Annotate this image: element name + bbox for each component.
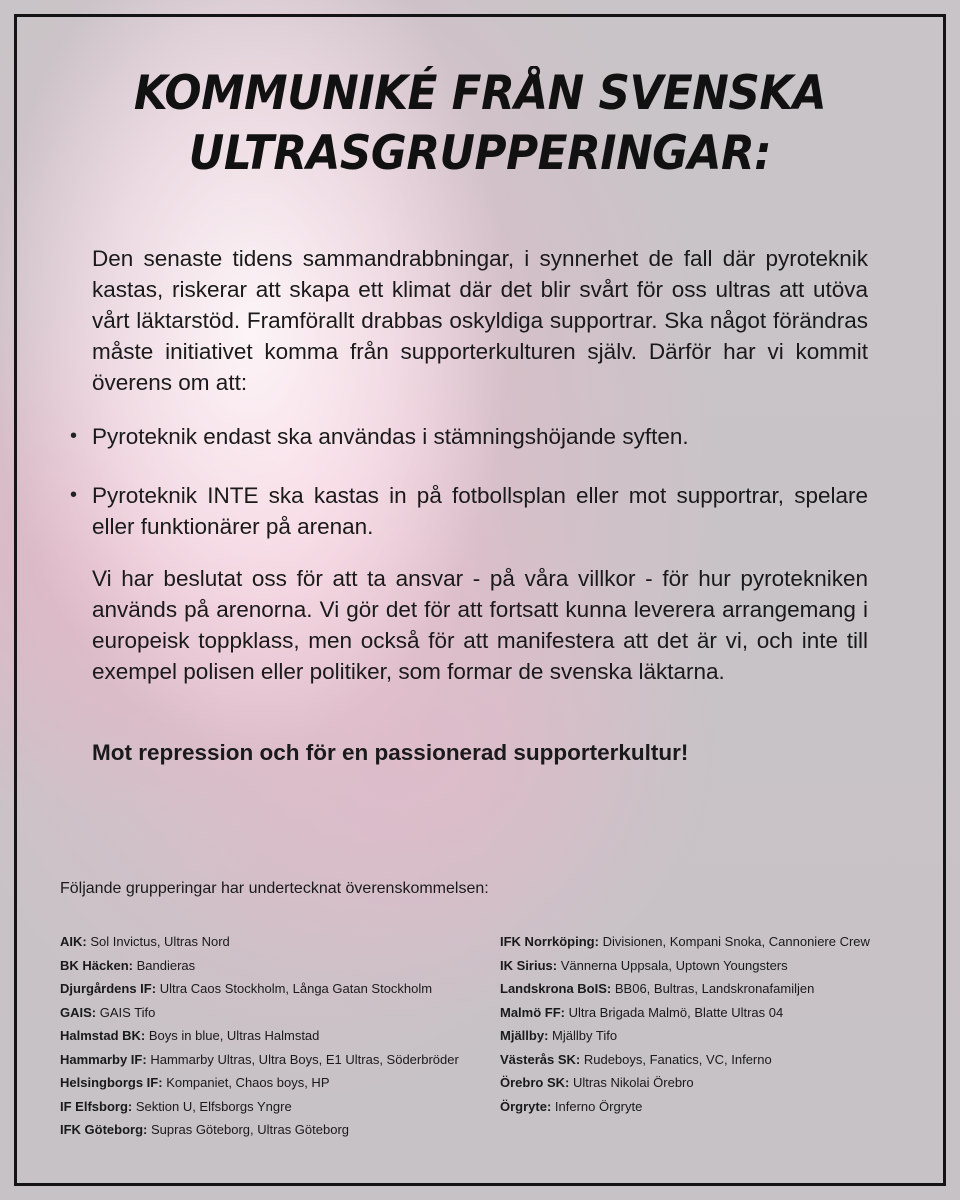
signatories-right-column xyxy=(500,930,940,1118)
signatory-club: Örebro SK: xyxy=(500,1075,570,1090)
signatory-club: IFK Göteborg: xyxy=(60,1122,148,1137)
signatory-groups: Supras Göteborg, Ultras Göteborg xyxy=(151,1122,350,1137)
title-line-2: ULTRASGRUPPERINGAR: xyxy=(188,126,772,181)
signatory-groups: Kompaniet, Chaos boys, HP xyxy=(166,1075,330,1090)
signatory-groups: Sol Invictus, Ultras Nord xyxy=(90,934,230,949)
signatory-row xyxy=(500,1048,940,1072)
signatory-club: Västerås SK: xyxy=(500,1051,581,1067)
signatory-row xyxy=(60,1024,480,1048)
signatories-intro: Följande grupperingar har undertecknat överenskommelsen: xyxy=(60,880,489,897)
signatory-club: BK Häcken: xyxy=(60,957,133,973)
signatory-club: Halmstad BK: xyxy=(60,1028,146,1043)
title-line-1: KOMMUNIKÉ FRÅN SVENSKA xyxy=(133,66,827,121)
signatory-groups: Mjällby Tifo xyxy=(552,1028,618,1043)
signatory-club: Örgryte: xyxy=(500,1098,552,1114)
signatory-groups: Ultra Brigada Malmö, Blatte Ultras 04 xyxy=(568,1004,784,1020)
bullet-item xyxy=(70,421,868,452)
signatory-groups: BB06, Bultras, Landskronafamiljen xyxy=(614,981,815,996)
signatory-groups: GAIS Tifo xyxy=(99,1004,156,1020)
signatory-groups: Rudeboys, Fanatics, VC, Inferno xyxy=(583,1051,772,1067)
signatory-row xyxy=(60,1048,480,1072)
signatory-row xyxy=(500,1095,940,1119)
intro-paragraph: Den senaste tidens sammandrabbningar, i synnerhet de fall där pyroteknik kastas, riskerar att skapa ett klimat där det blir svårt för oss ultras att utöva vårt läktarstöd. Framförallt drabbas oskyldiga supportrar. Ska något förändras måste initiativet komma från supporterkulturen själv. Därför har vi kommit överens om att: xyxy=(92,246,868,395)
signatory-groups: Hammarby Ultras, Ultra Boys, E1 Ultras, Söderbröder xyxy=(150,1051,459,1067)
bullet-item xyxy=(70,480,868,542)
signatory-groups: Ultras Nikolai Örebro xyxy=(572,1075,694,1090)
signatory-row xyxy=(60,930,480,954)
signatory-club: IK Sirius: xyxy=(500,957,558,973)
bullet-text: Pyroteknik INTE ska kastas in på fotbollsplan eller mot supportrar, spelare eller funktionärer på arenan. xyxy=(92,483,868,539)
signatory-row xyxy=(500,977,940,1001)
signatory-groups: Sektion U, Elfsborgs Yngre xyxy=(135,1098,292,1114)
signatory-club: Mjällby: xyxy=(500,1028,549,1043)
signatory-row xyxy=(60,1071,480,1095)
signatory-row xyxy=(60,954,480,978)
slogan: Mot repression och för en passionerad supporterkultur! xyxy=(92,740,689,765)
signatory-club: Djurgårdens IF: xyxy=(60,981,157,996)
signatory-club: Hammarby IF: xyxy=(60,1051,147,1067)
signatory-groups: Inferno Örgryte xyxy=(554,1098,643,1114)
signatory-club: IF Elfsborg: xyxy=(60,1098,133,1114)
signatory-club: Helsingborgs IF: xyxy=(60,1075,163,1090)
signatory-row xyxy=(500,1024,940,1048)
signatory-groups: Bandieras xyxy=(136,957,196,973)
signatory-row xyxy=(500,1071,940,1095)
signatory-row xyxy=(60,977,480,1001)
signatory-row xyxy=(500,954,940,978)
signatory-club: GAIS: xyxy=(60,1004,97,1020)
signatory-row xyxy=(60,1095,480,1119)
bullet-text: Pyroteknik endast ska användas i stämningshöjande syften. xyxy=(92,424,689,449)
signatory-groups: Vännerna Uppsala, Uptown Youngsters xyxy=(560,957,788,973)
signatory-row xyxy=(500,930,940,954)
signatory-groups: Boys in blue, Ultras Halmstad xyxy=(148,1028,320,1043)
signatory-club: IFK Norrköping: xyxy=(500,934,599,949)
signatory-row xyxy=(60,1118,480,1142)
closing-paragraph: Vi har beslutat oss för att ta ansvar - på våra villkor - för hur pyrotekniken används på arenorna. Vi gör det för att fortsatt kunna leverera arrangemang i europeisk toppklass, men också för att manifestera att det är vi, och inte till exempel polisen eller politiker, som formar de svenska läktarna. xyxy=(92,566,868,684)
bullet-icon: • xyxy=(70,484,78,506)
signatory-club: Landskrona BoIS: xyxy=(500,981,612,996)
signatory-row xyxy=(500,1001,940,1025)
signatory-club: Malmö FF: xyxy=(500,1004,565,1020)
bullet-icon: • xyxy=(70,425,78,447)
signatory-groups: Ultra Caos Stockholm, Långa Gatan Stockholm xyxy=(159,981,433,996)
signatory-row xyxy=(60,1001,480,1025)
signatory-club: AIK: xyxy=(60,934,87,949)
signatories-left-column xyxy=(60,930,480,1142)
signatory-groups: Divisionen, Kompani Snoka, Cannoniere Crew xyxy=(602,934,870,949)
